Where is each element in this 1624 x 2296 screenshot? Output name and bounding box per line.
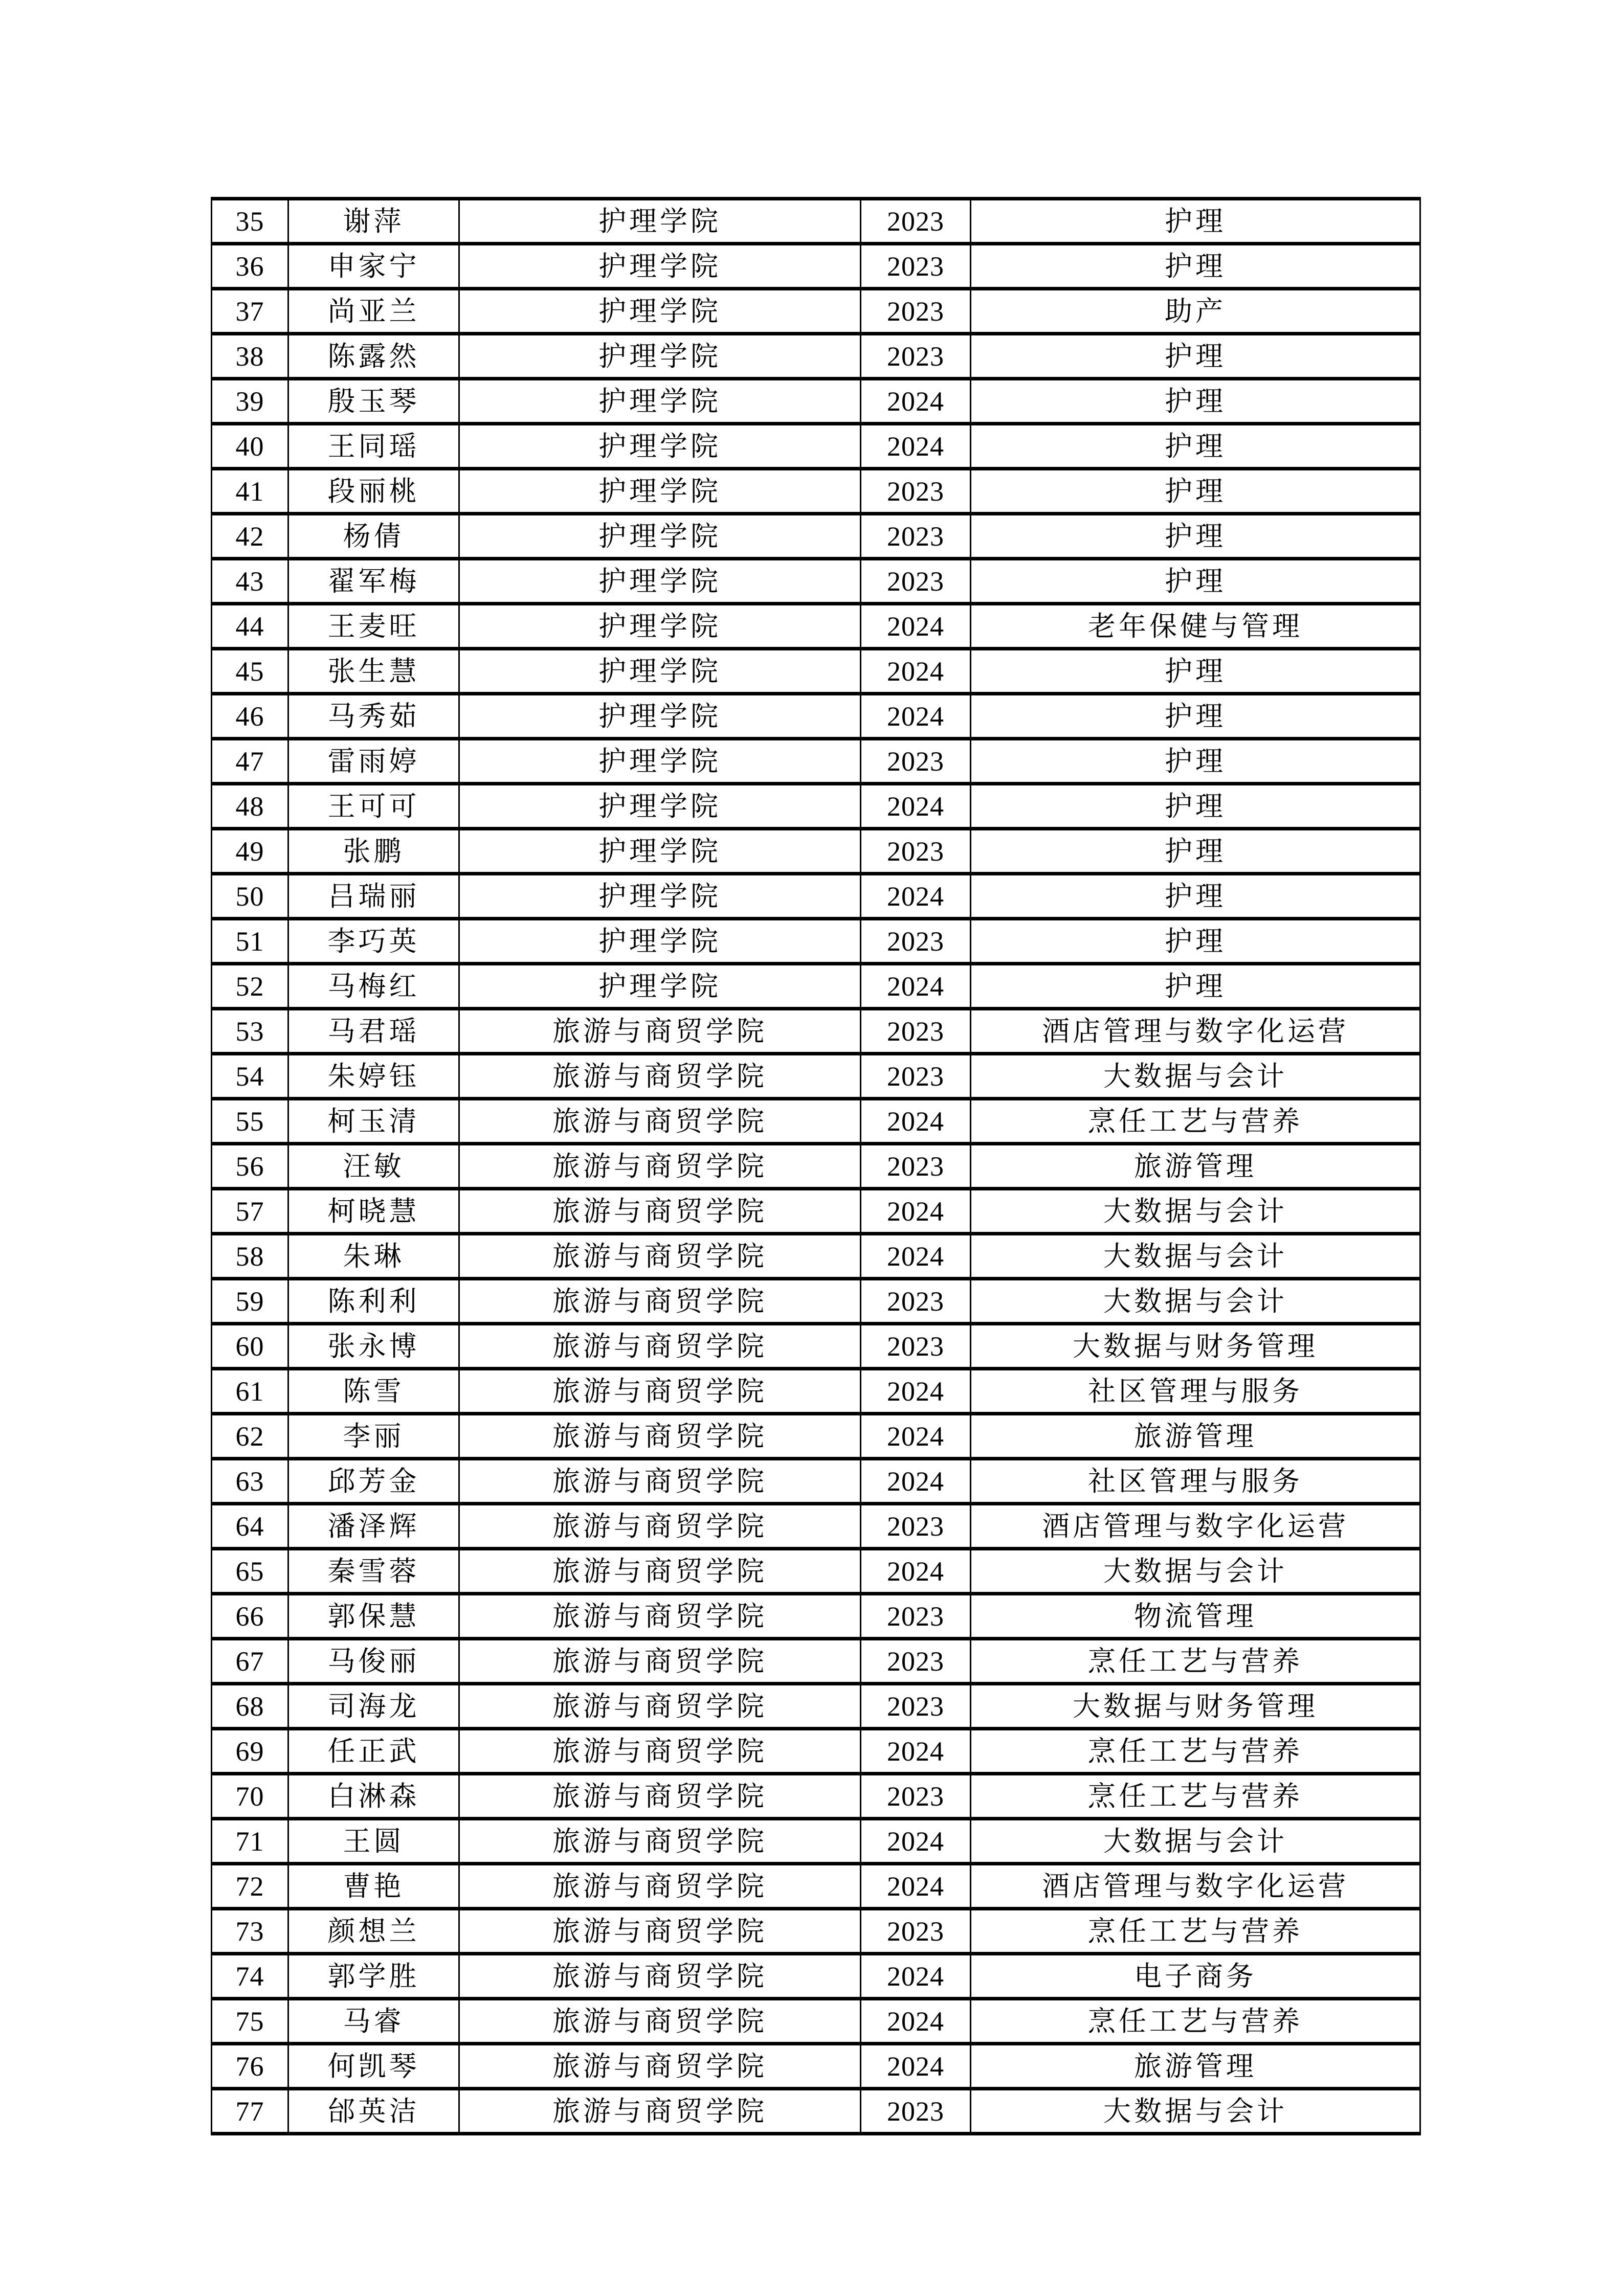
cell-name: 王同瑶: [288, 424, 459, 469]
table-row: [212, 1369, 1420, 1414]
cell-year: 2023: [861, 1774, 971, 1819]
cell-year: 2024: [861, 964, 971, 1009]
table-row: [212, 1054, 1420, 1099]
cell-name: 司海龙: [288, 1684, 459, 1729]
cell-college: 护理学院: [459, 334, 861, 379]
cell-college: 旅游与商贸学院: [459, 1954, 861, 1999]
cell-major: 护理: [971, 334, 1420, 379]
cell-index: 47: [212, 739, 288, 784]
cell-name: 潘泽辉: [288, 1504, 459, 1549]
cell-index: 69: [212, 1729, 288, 1774]
table-row: [212, 649, 1420, 694]
table-row: [212, 919, 1420, 964]
cell-index: 52: [212, 964, 288, 1009]
cell-year: 2023: [861, 1054, 971, 1099]
cell-college: 旅游与商贸学院: [459, 1459, 861, 1504]
cell-index: 58: [212, 1234, 288, 1279]
cell-major: 护理: [971, 379, 1420, 424]
cell-major: 酒店管理与数字化运营: [971, 1009, 1420, 1054]
cell-name: 张鹏: [288, 829, 459, 874]
table-row: [212, 1774, 1420, 1819]
table-row: [212, 1594, 1420, 1639]
cell-college: 旅游与商贸学院: [459, 1864, 861, 1909]
table-row: [212, 1684, 1420, 1729]
table-row: [212, 829, 1420, 874]
cell-year: 2023: [861, 1324, 971, 1369]
cell-index: 67: [212, 1639, 288, 1684]
cell-name: 秦雪蓉: [288, 1549, 459, 1594]
cell-year: 2023: [861, 1684, 971, 1729]
table-row: [212, 1549, 1420, 1594]
cell-year: 2023: [861, 1594, 971, 1639]
cell-college: 旅游与商贸学院: [459, 1729, 861, 1774]
cell-year: 2024: [861, 424, 971, 469]
cell-college: 旅游与商贸学院: [459, 1369, 861, 1414]
cell-year: 2024: [861, 1729, 971, 1774]
cell-index: 73: [212, 1909, 288, 1954]
cell-year: 2024: [861, 604, 971, 649]
cell-index: 35: [212, 199, 288, 244]
cell-college: 旅游与商贸学院: [459, 1054, 861, 1099]
table-row: [212, 2089, 1420, 2134]
cell-index: 45: [212, 649, 288, 694]
cell-name: 张永博: [288, 1324, 459, 1369]
cell-year: 2023: [861, 559, 971, 604]
cell-college: 旅游与商贸学院: [459, 1414, 861, 1459]
cell-college: 旅游与商贸学院: [459, 1549, 861, 1594]
cell-major: 酒店管理与数字化运营: [971, 1504, 1420, 1549]
cell-name: 张生慧: [288, 649, 459, 694]
cell-major: 护理: [971, 784, 1420, 829]
table-row: [212, 1459, 1420, 1504]
cell-major: 大数据与会计: [971, 2089, 1420, 2134]
cell-name: 尚亚兰: [288, 289, 459, 334]
cell-index: 44: [212, 604, 288, 649]
cell-index: 62: [212, 1414, 288, 1459]
table-row: [212, 694, 1420, 739]
cell-college: 护理学院: [459, 739, 861, 784]
cell-name: 何凯琴: [288, 2044, 459, 2089]
table-row: [212, 244, 1420, 289]
cell-index: 56: [212, 1144, 288, 1189]
cell-year: 2023: [861, 1144, 971, 1189]
table-row: [212, 1504, 1420, 1549]
table-row: [212, 1324, 1420, 1369]
cell-name: 郭学胜: [288, 1954, 459, 1999]
cell-name: 任正武: [288, 1729, 459, 1774]
cell-name: 段丽桃: [288, 469, 459, 514]
table-row: [212, 514, 1420, 559]
table-row: [212, 604, 1420, 649]
cell-major: 护理: [971, 964, 1420, 1009]
table-row: [212, 2044, 1420, 2089]
cell-index: 68: [212, 1684, 288, 1729]
table-row: [212, 1639, 1420, 1684]
cell-index: 49: [212, 829, 288, 874]
table-row: [212, 289, 1420, 334]
cell-major: 物流管理: [971, 1594, 1420, 1639]
cell-college: 护理学院: [459, 919, 861, 964]
cell-year: 2024: [861, 1819, 971, 1864]
table-row: [212, 424, 1420, 469]
cell-year: 2023: [861, 469, 971, 514]
cell-index: 74: [212, 1954, 288, 1999]
cell-college: 护理学院: [459, 379, 861, 424]
cell-year: 2023: [861, 1009, 971, 1054]
table-row: [212, 784, 1420, 829]
cell-major: 社区管理与服务: [971, 1369, 1420, 1414]
cell-year: 2023: [861, 919, 971, 964]
cell-year: 2024: [861, 1999, 971, 2044]
cell-index: 53: [212, 1009, 288, 1054]
cell-name: 谢萍: [288, 199, 459, 244]
cell-index: 43: [212, 559, 288, 604]
cell-college: 旅游与商贸学院: [459, 1999, 861, 2044]
table-row: [212, 199, 1420, 244]
cell-college: 护理学院: [459, 244, 861, 289]
cell-college: 旅游与商贸学院: [459, 1279, 861, 1324]
table-row: [212, 1999, 1420, 2044]
cell-name: 陈露然: [288, 334, 459, 379]
cell-year: 2024: [861, 1864, 971, 1909]
cell-name: 白淋森: [288, 1774, 459, 1819]
cell-major: 酒店管理与数字化运营: [971, 1864, 1420, 1909]
cell-index: 40: [212, 424, 288, 469]
cell-year: 2023: [861, 1504, 971, 1549]
cell-major: 护理: [971, 469, 1420, 514]
cell-index: 37: [212, 289, 288, 334]
cell-name: 马睿: [288, 1999, 459, 2044]
cell-college: 护理学院: [459, 784, 861, 829]
cell-index: 65: [212, 1549, 288, 1594]
cell-name: 雷雨婷: [288, 739, 459, 784]
cell-index: 60: [212, 1324, 288, 1369]
cell-name: 郭保慧: [288, 1594, 459, 1639]
cell-major: 大数据与会计: [971, 1234, 1420, 1279]
cell-index: 38: [212, 334, 288, 379]
cell-index: 66: [212, 1594, 288, 1639]
table-row: [212, 469, 1420, 514]
cell-index: 39: [212, 379, 288, 424]
table-row: [212, 1099, 1420, 1144]
cell-name: 邱芳金: [288, 1459, 459, 1504]
cell-major: 电子商务: [971, 1954, 1420, 1999]
cell-major: 护理: [971, 874, 1420, 919]
cell-name: 柯晓慧: [288, 1189, 459, 1234]
cell-name: 马俊丽: [288, 1639, 459, 1684]
cell-index: 48: [212, 784, 288, 829]
cell-name: 陈利利: [288, 1279, 459, 1324]
cell-year: 2024: [861, 2044, 971, 2089]
cell-major: 大数据与会计: [971, 1189, 1420, 1234]
cell-major: 烹任工艺与营养: [971, 1999, 1420, 2044]
cell-year: 2024: [861, 1189, 971, 1234]
cell-major: 助产: [971, 289, 1420, 334]
cell-name: 邰英洁: [288, 2089, 459, 2134]
cell-major: 烹任工艺与营养: [971, 1774, 1420, 1819]
cell-major: 旅游管理: [971, 2044, 1420, 2089]
cell-major: 护理: [971, 919, 1420, 964]
cell-college: 旅游与商贸学院: [459, 1504, 861, 1549]
cell-college: 护理学院: [459, 199, 861, 244]
student-roster-table: [211, 197, 1421, 2135]
cell-college: 护理学院: [459, 469, 861, 514]
cell-name: 王麦旺: [288, 604, 459, 649]
cell-year: 2024: [861, 1954, 971, 1999]
cell-name: 汪敏: [288, 1144, 459, 1189]
cell-year: 2024: [861, 874, 971, 919]
cell-college: 旅游与商贸学院: [459, 1594, 861, 1639]
cell-name: 朱琳: [288, 1234, 459, 1279]
cell-major: 大数据与财务管理: [971, 1324, 1420, 1369]
cell-name: 马君瑶: [288, 1009, 459, 1054]
cell-index: 55: [212, 1099, 288, 1144]
cell-major: 大数据与会计: [971, 1549, 1420, 1594]
table-row: [212, 1009, 1420, 1054]
cell-name: 王可可: [288, 784, 459, 829]
cell-major: 烹任工艺与营养: [971, 1909, 1420, 1954]
cell-major: 烹任工艺与营养: [971, 1729, 1420, 1774]
cell-college: 护理学院: [459, 694, 861, 739]
cell-name: 颜想兰: [288, 1909, 459, 1954]
cell-major: 大数据与财务管理: [971, 1684, 1420, 1729]
cell-major: 旅游管理: [971, 1414, 1420, 1459]
cell-year: 2023: [861, 199, 971, 244]
cell-major: 护理: [971, 514, 1420, 559]
table-row: [212, 1234, 1420, 1279]
table-row: [212, 1819, 1420, 1864]
cell-name: 殷玉琴: [288, 379, 459, 424]
cell-year: 2024: [861, 1414, 971, 1459]
table-row: [212, 1909, 1420, 1954]
table-row: [212, 964, 1420, 1009]
cell-year: 2024: [861, 1099, 971, 1144]
cell-major: 大数据与会计: [971, 1279, 1420, 1324]
cell-index: 63: [212, 1459, 288, 1504]
cell-college: 旅游与商贸学院: [459, 2089, 861, 2134]
cell-year: 2024: [861, 1459, 971, 1504]
cell-college: 旅游与商贸学院: [459, 1234, 861, 1279]
cell-college: 旅游与商贸学院: [459, 1909, 861, 1954]
cell-name: 陈雪: [288, 1369, 459, 1414]
cell-year: 2023: [861, 1279, 971, 1324]
cell-year: 2023: [861, 514, 971, 559]
cell-index: 75: [212, 1999, 288, 2044]
table-row: [212, 1414, 1420, 1459]
cell-major: 烹任工艺与营养: [971, 1639, 1420, 1684]
cell-name: 杨倩: [288, 514, 459, 559]
cell-year: 2024: [861, 694, 971, 739]
cell-college: 护理学院: [459, 514, 861, 559]
cell-major: 大数据与会计: [971, 1819, 1420, 1864]
cell-index: 54: [212, 1054, 288, 1099]
cell-year: 2024: [861, 1549, 971, 1594]
cell-college: 护理学院: [459, 649, 861, 694]
table-row: [212, 1954, 1420, 1999]
cell-college: 护理学院: [459, 964, 861, 1009]
cell-name: 王圆: [288, 1819, 459, 1864]
cell-year: 2024: [861, 649, 971, 694]
cell-year: 2023: [861, 1909, 971, 1954]
cell-index: 51: [212, 919, 288, 964]
cell-year: 2023: [861, 1639, 971, 1684]
cell-year: 2023: [861, 334, 971, 379]
cell-major: 社区管理与服务: [971, 1459, 1420, 1504]
table-row: [212, 1729, 1420, 1774]
cell-college: 旅游与商贸学院: [459, 1639, 861, 1684]
cell-year: 2024: [861, 1234, 971, 1279]
cell-name: 曹艳: [288, 1864, 459, 1909]
cell-college: 护理学院: [459, 874, 861, 919]
cell-college: 护理学院: [459, 559, 861, 604]
cell-major: 护理: [971, 649, 1420, 694]
cell-name: 马秀茹: [288, 694, 459, 739]
cell-college: 旅游与商贸学院: [459, 1009, 861, 1054]
table-row: [212, 739, 1420, 784]
cell-college: 旅游与商贸学院: [459, 1189, 861, 1234]
cell-major: 护理: [971, 424, 1420, 469]
cell-major: 烹任工艺与营养: [971, 1099, 1420, 1144]
cell-major: 护理: [971, 244, 1420, 289]
table-row: [212, 1144, 1420, 1189]
cell-major: 护理: [971, 559, 1420, 604]
cell-major: 大数据与会计: [971, 1054, 1420, 1099]
cell-major: 护理: [971, 199, 1420, 244]
cell-major: 旅游管理: [971, 1144, 1420, 1189]
cell-index: 57: [212, 1189, 288, 1234]
cell-college: 护理学院: [459, 424, 861, 469]
table-row: [212, 874, 1420, 919]
cell-major: 护理: [971, 694, 1420, 739]
cell-name: 柯玉清: [288, 1099, 459, 1144]
cell-index: 77: [212, 2089, 288, 2134]
cell-year: 2023: [861, 829, 971, 874]
cell-college: 旅游与商贸学院: [459, 1099, 861, 1144]
cell-index: 59: [212, 1279, 288, 1324]
cell-year: 2024: [861, 784, 971, 829]
cell-year: 2023: [861, 244, 971, 289]
cell-name: 朱婷钰: [288, 1054, 459, 1099]
cell-college: 旅游与商贸学院: [459, 1144, 861, 1189]
cell-year: 2023: [861, 2089, 971, 2134]
table-row: [212, 334, 1420, 379]
cell-index: 72: [212, 1864, 288, 1909]
cell-name: 吕瑞丽: [288, 874, 459, 919]
cell-college: 旅游与商贸学院: [459, 2044, 861, 2089]
cell-index: 61: [212, 1369, 288, 1414]
cell-name: 申家宁: [288, 244, 459, 289]
cell-year: 2023: [861, 739, 971, 784]
table-row: [212, 559, 1420, 604]
cell-index: 46: [212, 694, 288, 739]
table-row: [212, 379, 1420, 424]
cell-index: 42: [212, 514, 288, 559]
cell-index: 41: [212, 469, 288, 514]
cell-college: 旅游与商贸学院: [459, 1774, 861, 1819]
cell-index: 76: [212, 2044, 288, 2089]
cell-year: 2024: [861, 1369, 971, 1414]
cell-college: 护理学院: [459, 829, 861, 874]
cell-college: 旅游与商贸学院: [459, 1819, 861, 1864]
cell-index: 71: [212, 1819, 288, 1864]
cell-index: 36: [212, 244, 288, 289]
cell-college: 护理学院: [459, 604, 861, 649]
table-row: [212, 1279, 1420, 1324]
cell-college: 旅游与商贸学院: [459, 1684, 861, 1729]
cell-index: 64: [212, 1504, 288, 1549]
cell-name: 李巧英: [288, 919, 459, 964]
cell-name: 翟军梅: [288, 559, 459, 604]
cell-college: 护理学院: [459, 289, 861, 334]
cell-major: 护理: [971, 829, 1420, 874]
roster-body: [212, 199, 1420, 2134]
cell-name: 马梅红: [288, 964, 459, 1009]
cell-college: 旅游与商贸学院: [459, 1324, 861, 1369]
cell-year: 2023: [861, 289, 971, 334]
cell-major: 老年保健与管理: [971, 604, 1420, 649]
cell-year: 2024: [861, 379, 971, 424]
table-row: [212, 1189, 1420, 1234]
cell-major: 护理: [971, 739, 1420, 784]
cell-index: 70: [212, 1774, 288, 1819]
table-row: [212, 1864, 1420, 1909]
cell-index: 50: [212, 874, 288, 919]
cell-name: 李丽: [288, 1414, 459, 1459]
